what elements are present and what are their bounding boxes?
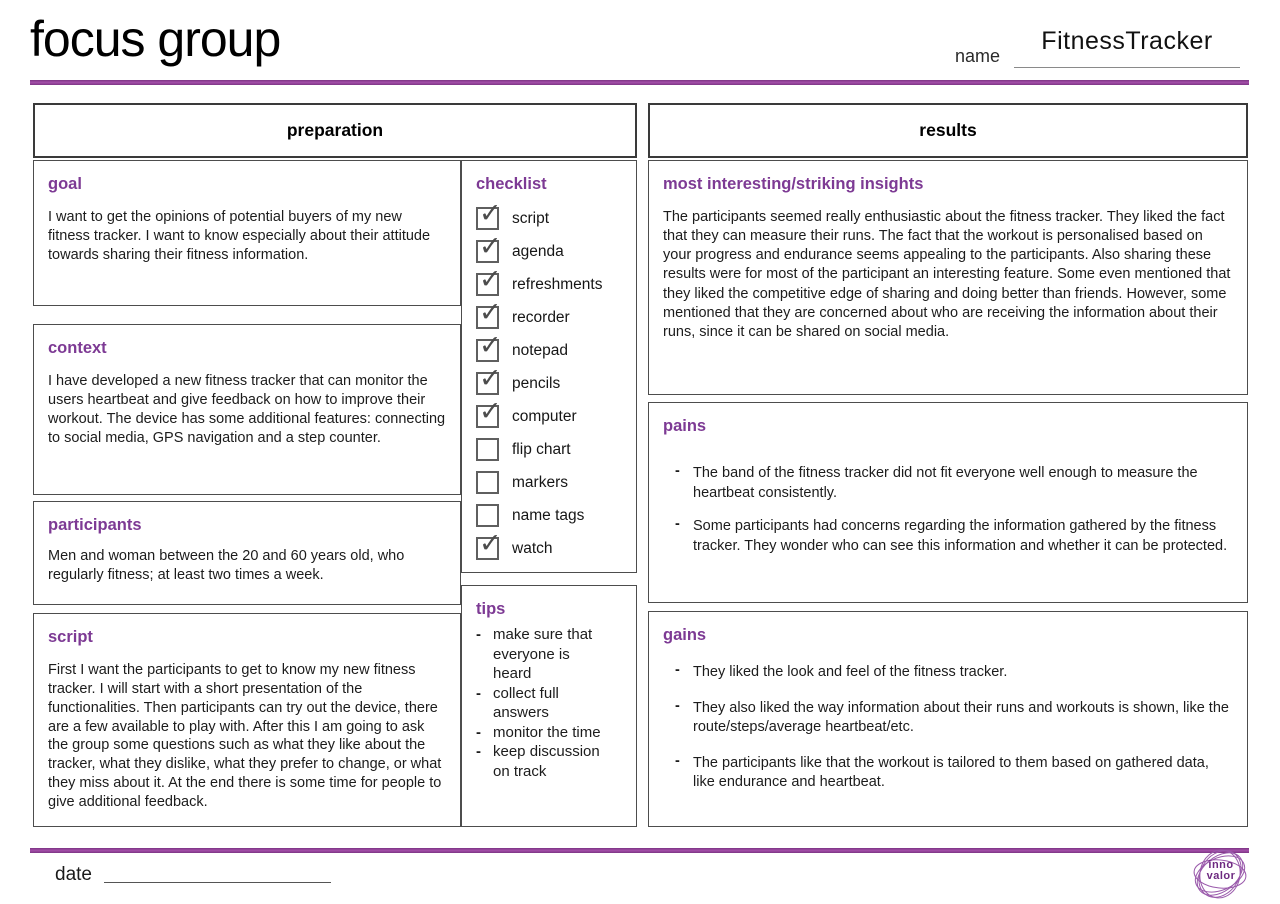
goal-heading: goal xyxy=(48,175,82,193)
checklist-heading: checklist xyxy=(476,175,547,193)
section-insights xyxy=(648,160,1248,395)
checkbox-icon[interactable] xyxy=(476,240,499,263)
context-heading: context xyxy=(48,339,107,357)
header-divider xyxy=(30,80,1249,85)
tip-text: keep discussion on track xyxy=(493,743,600,780)
checkbox-icon[interactable] xyxy=(476,372,499,395)
tips-heading: tips xyxy=(476,600,506,618)
pain-item xyxy=(675,517,1233,556)
gain-item xyxy=(675,699,1233,738)
checklist-item-label: flip chart xyxy=(512,440,571,458)
tip-item xyxy=(476,723,622,743)
section-context xyxy=(33,324,461,495)
page-title: focus group xyxy=(30,11,281,67)
checklist-item-label: computer xyxy=(512,407,577,425)
gain-text: The participants like that the workout is tailored to them based on gathered data, like endurance and heartbeat. xyxy=(693,754,1209,791)
pain-item xyxy=(675,464,1233,503)
checkbox-icon[interactable] xyxy=(476,504,499,527)
section-pains xyxy=(648,402,1248,603)
checklist-item[interactable] xyxy=(476,274,622,295)
gain-item xyxy=(675,663,1233,683)
checklist-item-label: watch xyxy=(512,539,553,557)
tip-item xyxy=(476,742,622,781)
dash-bullet: - xyxy=(675,463,680,479)
checkbox-icon[interactable] xyxy=(476,306,499,329)
goal-text: I want to get the opinions of potential buyers of my new fitness tracker. I want to know especially about their attitude towards sharing their fitness information. xyxy=(48,209,431,264)
insights-heading: most interesting/striking insights xyxy=(663,175,924,193)
checklist-item[interactable] xyxy=(476,406,622,427)
checklist-item[interactable] xyxy=(476,208,622,229)
checkbox-icon[interactable] xyxy=(476,438,499,461)
checklist-item[interactable] xyxy=(476,340,622,361)
section-gains xyxy=(648,611,1248,827)
dash-bullet: - xyxy=(476,684,481,702)
innovalor-logo xyxy=(1192,845,1250,903)
gain-item xyxy=(675,754,1233,793)
tip-item xyxy=(476,625,622,684)
preparation-panel-header xyxy=(33,103,637,158)
checkbox-icon[interactable] xyxy=(476,405,499,428)
checklist-item[interactable] xyxy=(476,307,622,328)
name-field-value[interactable]: FitnessTracker xyxy=(1041,27,1213,55)
date-label: date xyxy=(55,864,92,885)
tip-text: make sure that everyone is heard xyxy=(493,626,593,682)
checkbox-icon[interactable] xyxy=(476,471,499,494)
gains-heading: gains xyxy=(663,626,707,644)
tip-text: monitor the time xyxy=(493,723,601,741)
checkbox-icon[interactable] xyxy=(476,207,499,230)
section-checklist xyxy=(461,160,637,573)
logo-wordmark xyxy=(1192,860,1250,882)
pain-text: The band of the fitness tracker did not fit everyone well enough to measure the heartbeat consistently. xyxy=(693,465,1198,501)
date-field-line[interactable] xyxy=(104,882,331,883)
section-script xyxy=(33,613,461,827)
results-panel-title: results xyxy=(919,120,977,140)
checklist-item-label: recorder xyxy=(512,308,570,326)
tip-text: collect full answers xyxy=(493,684,559,721)
dash-bullet: - xyxy=(476,626,481,643)
gain-text: They liked the look and feel of the fitness tracker. xyxy=(693,664,1008,680)
logo-word-valor: valor xyxy=(1206,870,1236,882)
checklist-item[interactable] xyxy=(476,538,622,559)
checklist-item[interactable] xyxy=(476,241,622,262)
checklist-item[interactable] xyxy=(476,472,622,493)
participants-heading: participants xyxy=(48,516,142,534)
checkbox-icon[interactable] xyxy=(476,273,499,296)
dash-bullet: - xyxy=(476,743,481,760)
participants-text: Men and woman between the 20 and 60 years old, who regularly fitness; at least two times a week. xyxy=(48,548,405,584)
name-field-line[interactable] xyxy=(1014,67,1240,68)
name-label: name xyxy=(955,46,1001,66)
checklist-item-label: notepad xyxy=(512,341,569,359)
checklist-item-label: refreshments xyxy=(512,275,603,293)
checkbox-icon[interactable] xyxy=(476,339,499,362)
checklist-item-label: name tags xyxy=(512,506,585,524)
footer-divider xyxy=(30,848,1249,853)
results-panel-header xyxy=(648,103,1248,158)
section-goal xyxy=(33,160,461,306)
preparation-panel-title: preparation xyxy=(286,120,384,140)
section-tips xyxy=(461,585,637,827)
checklist-item[interactable] xyxy=(476,373,622,394)
checklist-item[interactable] xyxy=(476,439,622,460)
insights-text: The participants seemed really enthusiastic about the fitness tracker. They liked the fact that they can measure their runs. The fact that the workout is personalised based on your progress and endurance seems appealing to the participants. Also sharing these results were for most of the participant an interesting feature. Some even mentioned that they liked the competitive edge of sharing and doing better than friends. However, some mentioned that they are concerned about who are receiving the information about their runs, since it can be shared on social media. xyxy=(663,209,1231,340)
checklist-item-label: agenda xyxy=(512,242,564,260)
gain-text: They also liked the way information about their runs and workouts is shown, like the route/steps/average heartbeat/etc. xyxy=(693,699,1229,736)
dash-bullet: - xyxy=(675,752,680,769)
checklist-item-label: pencils xyxy=(512,374,561,392)
dash-bullet: - xyxy=(675,662,680,678)
pains-heading: pains xyxy=(663,417,707,435)
dash-bullet: - xyxy=(675,697,680,714)
script-text: First I want the participants to get to know my new fitness tracker. I will start with a short presentation of the functionalities. Then participants can try out the device, there are a few available to play with. After this I am going to ask the group some questions such as what they like about the tracker, what they dislike, what they prefer to change, or what they miss about it. At the end there is some time for people to give additional feedback. xyxy=(48,662,442,810)
tip-item xyxy=(476,684,622,723)
section-participants xyxy=(33,501,461,605)
dash-bullet: - xyxy=(675,516,680,533)
script-heading: script xyxy=(48,628,93,646)
dash-bullet: - xyxy=(476,723,481,741)
pain-text: Some participants had concerns regarding the information gathered by the fitness tracker. They wonder who can see this information and whether it can be protected. xyxy=(693,518,1228,554)
logo-word-inno: inno xyxy=(1208,859,1234,871)
checklist-item-label: markers xyxy=(512,473,568,491)
checkbox-icon[interactable] xyxy=(476,537,499,560)
context-text: I have developed a new fitness tracker that can monitor the users heartbeat and give feedback on how to improve their workout. The device has some additional features: connecting to social media, GPS navigation and a step counter. xyxy=(48,373,446,447)
checklist-item-label: script xyxy=(512,209,550,227)
checklist-item[interactable] xyxy=(476,505,622,526)
